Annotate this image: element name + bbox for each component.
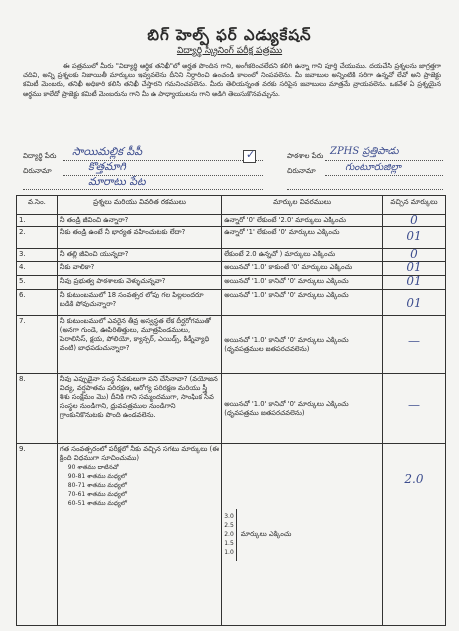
row-answer: అయినచో '1.0' కానిచో '0' మార్కులు ఎక్కించు [222,276,383,290]
header-question: ప్రశ్నలు మరియు వివరిత రకములు [57,196,221,215]
table-row [17,444,446,626]
grade-value: 1.0 [224,549,234,556]
row-no: 7. [17,316,58,374]
row-no: 8. [17,374,58,444]
bracket-divider [236,509,237,561]
row-no: 6. [17,290,58,316]
row-marks: 01 [406,296,422,310]
grade-value: 2.0 [224,531,234,538]
row-marks: 0 [410,247,418,261]
row-answer: అయినచో '1.0' కానిచో '0' మార్కులు ఎక్కించు (ధృవపత్రము జతపరచవలెను) [222,374,383,444]
grade-scale-item: 70-61 శాతము మధ్యలో [67,491,127,498]
header-answer: మార్కుల వివరములు [222,196,383,215]
row-no: 2. [17,227,58,249]
grade-scale-item: 80-71 శాతము మధ్యలో [67,482,127,489]
row-marks: 01 [406,274,422,288]
check-mark-icon: ✓ [246,148,256,161]
school-address-value[interactable]: గుంటూరుజిల్లా [345,162,401,173]
school-address-line-2 [287,189,443,190]
row-marks-cell[interactable] [382,374,445,444]
grade-values [224,512,234,557]
school-address-line [325,175,443,176]
student-name-value[interactable]: సాయిమల్లిక పీపీ [72,145,143,158]
table-row [17,316,446,374]
table-header-row [17,196,446,215]
row-question: నీ కుటుంబములో 18 సంవత్సర లోపు గల పిల్లలందరూ బడికి పోవుచున్నారా? [57,290,221,316]
grade-value: 1.5 [224,540,234,547]
grade-scale-item: 90 శాతము దాటినచో [67,464,119,471]
row-marks-cell[interactable] [382,316,445,374]
table-row [17,249,446,262]
row-question: నీ తండ్రి జీవించి ఉన్నారా? [57,215,221,227]
row-no: 9. [17,444,58,626]
form-title: బిగ్ హెల్ప్ ఫర్ ఎడ్యుకేషన్ [147,26,312,44]
grade-value: 2.5 [224,522,234,529]
table-row [17,262,446,276]
address-value-1[interactable]: కొత్తమాగి [88,160,126,173]
row-answer-cell [222,444,383,626]
row-marks: 2.0 [404,472,424,486]
row-marks-cell[interactable] [382,227,445,249]
table-row [17,215,446,227]
row-marks: 01 [406,229,422,243]
row-no: 1. [17,215,58,227]
address-value-2[interactable]: మారాటు పేట [88,175,146,188]
row-marks-cell[interactable] [382,215,445,227]
row-marks-cell[interactable] [382,444,445,626]
row-answer: అయినచో '1.0' కానిచో '0' మార్కులు ఎక్కించు (ధృవపత్రముల జతపరచవలెను) [222,316,383,374]
row-answer: ఉన్నారో '0' లేకుంటే '2.0' మార్కులు ఎక్కించు [222,215,383,227]
row-question: నీ కుటుంబములో ఎవరైన తీవ్ర అస్వస్థత లేక దీర్ఘరోగముతో (అనగా గుండె, ఊపిరితిత్తులు, మూత్రపిండములు, పెరాలిసిస్, క్షయ, పోలియో, క్యాన్సర్, ఎయిడ్స్, కిడ్నీవ్యాధి వంటి) బాధపడుచున్నారా? [57,316,221,374]
table-row [17,227,446,249]
grade-scale-list [60,463,219,508]
instructions-paragraph: ఈ పత్రములో మీరు "విద్యార్థి ఆర్థిక తనిఖీ"లో అర్హత పొందిన గాని, అంగీకరించలేదని కలిగి ఉన్నా గాని పూర్తి చేయుము. దయచేసి ప్రశ్నలను జాగ్రత్తగా చదివి, అన్ని ప్రశ్నలకు నిజాయితీ మార్కులు ఇవ్వవలెను దీనిని నిర్ధారించి ఉంచండి కాలంలో నింపవలెను. మీ జవాబుల అన్నింటికి సరిగా ఉన్నవో లేవో అని ప్రాజెక్టు కమిటీ మెంబరు, తనిఖీ అధికారి కలిసి తనిఖీ చేస్తారని గమనించవలెను. మీరు తెలియన్నంత వరకు సరిపైన జవాబులు మాత్రమే వ్రాయవలెను. ఒకవేళ ఏ ప్రశ్నయైన అర్థము కాలేదో ప్రాజెక్టు కమిటీ మెంబరును గాని మీ ఉ పాధ్యాయులను గాని అడిగి తెలుసుకొనవచ్చును. [23,62,441,98]
student-name-checkbox[interactable] [243,150,256,163]
row-marks-cell[interactable] [382,290,445,316]
grade-scale-item: 90-81 శాతము మధ్యలో [67,473,127,480]
row-answer: అయినచో '1.0' కాకుంటే '0' మార్కులు ఎక్కించు [222,262,383,276]
row-question: నీవు ఎప్పుడైనా సంస్థ సేవకులుగా పని చేసినావా? (వయోజన విద్య, వర్షపాతమ పరిరక్షణ, ఆరోగ్య పరిరక్షణ మరియు స్త్రీ శిశు సంక్షేమం మొ) దీనికి గాని సమ్మందముగా, సాంఘిక సేవ సంస్థల నుండిగాని, ధ్రువపత్రముల నుండిగాని గ్రాంకునికొనుటకు పొంది ఉండవలెను. [57,374,221,444]
school-name-label: పాఠశాల పేరు [287,152,324,160]
row-question: నీకు తండ్రి ఉంటే నీ భార్యత వహించుటకు లేదా? [57,227,221,249]
row-no: 5. [17,276,58,290]
row-no: 4. [17,262,58,276]
header-marks: వచ్చిన మార్కులు [382,196,445,215]
form-subtitle: విద్యార్థి స్క్రీనింగ్ పరీక్ష పత్రము [176,46,283,56]
row-question-cell [57,444,221,626]
row-question: నీవు ప్రభుత్వ పాఠశాలకు వెళ్ళుచున్నవా? [57,276,221,290]
row-question: నీ తల్లి జీవించి యున్నదా? [57,249,221,262]
school-address-label: చిరునామా [287,167,316,175]
row-question: గత సంవత్సరంలో పరీక్షలో నీకు వచ్చిన సగటు మార్కులు (ఈ క్రింది విధముగా సూచించుము) [59,445,219,462]
row-answer: మార్కులు ఎక్కించు [240,530,292,538]
row-answer: అయినచో '1.0' కానిచో '0' మార్కులు ఎక్కించు [222,290,383,316]
table-row [17,374,446,444]
row-marks: — [407,398,420,412]
grade-scale-item: 60-51 శాతము మధ్యలో [67,500,127,507]
row-marks: 0 [410,213,418,227]
header-no: వ.సెం. [17,196,58,215]
address-label: చిరునామా [23,167,52,175]
row-question: నీకు వాలికా? [57,262,221,276]
student-name-label: విద్యార్థి పేరు [23,152,57,160]
school-name-value[interactable]: ZPHS ప్రత్తిపాడు [330,146,399,157]
row-answer: ఉన్నారో '1' లేకుంటే '0' మార్కులు ఎక్కించు [222,227,383,249]
screening-table [16,195,446,626]
table-row [17,276,446,290]
grade-value: 3.0 [224,513,234,520]
row-no: 3. [17,249,58,262]
row-marks: 01 [406,260,422,274]
row-answer: లేకుంటే 2.0 ఉన్నచో ) మార్కులు ఎక్కించు [222,249,383,262]
table-row [17,290,446,316]
row-marks: — [407,334,420,348]
row-marks-cell[interactable] [382,276,445,290]
